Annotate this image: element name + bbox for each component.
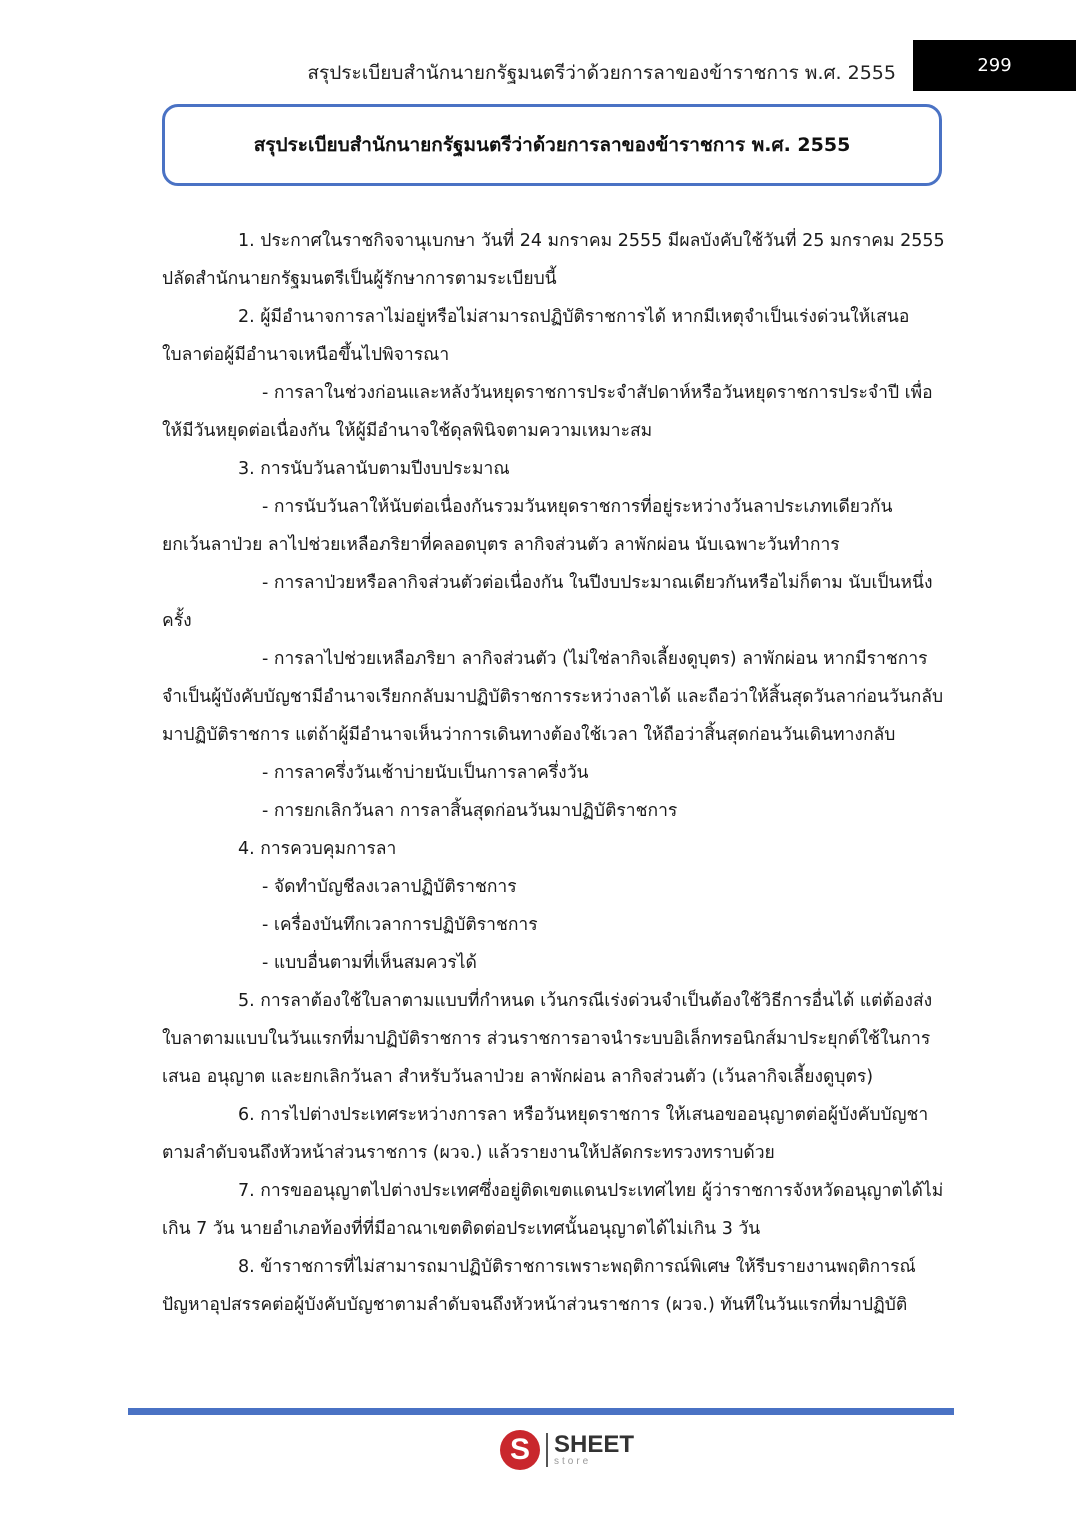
paragraph: - เครื่องบันทึกเวลาการปฏิบัติราชการ bbox=[262, 915, 538, 935]
document-title: สรุประเบียบสำนักนายกรัฐมนตรีว่าด้วยการลาของข้าราชการ พ.ศ. 2555 bbox=[253, 134, 851, 156]
paragraph: 7. การขออนุญาตไปต่างประเทศซึ่งอยู่ติดเขตแดนประเทศไทย ผู้ว่าราชการจังหวัดอนุญาตได้ไม่เกิน 7 วัน นายอำเภอท้องที่ที่มีอาณาเขตติดต่อประเทศนั้นอนุญาตได้ไม่เกิน 3 วัน bbox=[162, 1181, 944, 1239]
paragraph: - การลาไปช่วยเหลือภริยา ลากิจส่วนตัว (ไม่ใช่ลากิจเลี้ยงดูบุตร) ลาพักผ่อน หากมีราชการจำเป็นผู้บังคับบัญชามีอำนาจเรียกกลับมาปฏิบัติราชการระหว่างลาได้ และถือว่าให้สิ้นสุดวันลาก่อนวันกลับมาปฏิบัติราชการ แต่ถ้าผู้มีอำนาจเห็นว่าการเดินทางต้องใช้เวลา ให้ถือว่าสิ้นสุดก่อนวันเดินทางกลับ bbox=[162, 649, 944, 745]
paragraph: 1. ประกาศในราชกิจจานุเบกษา วันที่ 24 มกราคม 2555 มีผลบังคับใช้วันที่ 25 มกราคม 2555 ปลัดสำนักนายกรัฐมนตรีเป็นผู้รักษาการตามระเบียบนี้ bbox=[162, 231, 945, 289]
paragraph: - จัดทำบัญชีลงเวลาปฏิบัติราชการ bbox=[262, 877, 517, 897]
logo-sub-text: store bbox=[554, 1456, 592, 1467]
paragraph: 2. ผู้มีอำนาจการลาไม่อยู่หรือไม่สามารถปฏิบัติราชการได้ หากมีเหตุจำเป็นเร่งด่วนให้เสนอใบลาต่อผู้มีอำนาจเหนือขึ้นไปพิจารณา bbox=[162, 307, 910, 365]
paragraph: 3. การนับวันลานับตามปีงบประมาณ bbox=[238, 459, 510, 479]
paragraph: - การนับวันลาให้นับต่อเนื่องกันรวมวันหยุดราชการที่อยู่ระหว่างวันลาประเภทเดียวกัน ยกเว้นลาป่วย ลาไปช่วยเหลือภริยาที่คลอดบุตร ลากิจส่วนตัว ลาพักผ่อน นับเฉพาะวันทำการ bbox=[162, 497, 893, 555]
paragraph: 4. การควบคุมการลา bbox=[238, 839, 397, 859]
running-header-title: สรุประเบียบสำนักนายกรัฐมนตรีว่าด้วยการลาของข้าราชการ พ.ศ. 2555 bbox=[307, 62, 896, 84]
footer-divider bbox=[128, 1408, 954, 1415]
document-title-box bbox=[162, 104, 942, 186]
logo-text bbox=[554, 1433, 634, 1467]
paragraph: - แบบอื่นตามที่เห็นสมควรได้ bbox=[262, 953, 477, 973]
logo-s-icon: S bbox=[500, 1430, 540, 1470]
logo-main-text: SHEET bbox=[554, 1431, 635, 1458]
document-body bbox=[162, 222, 946, 1324]
paragraph: - การลาครึ่งวันเช้าบ่ายนับเป็นการลาครึ่งวัน bbox=[262, 763, 589, 783]
paragraph: 8. ข้าราชการที่ไม่สามารถมาปฏิบัติราชการเพราะพฤติการณ์พิเศษ ให้รีบรายงานพฤติการณ์ปัญหาอุปสรรคต่อผู้บังคับบัญชาตามลำดับจนถึงหัวหน้าส่วนราชการ (ผวจ.) ทันทีในวันแรกที่มาปฏิบัติ bbox=[162, 1257, 916, 1315]
logo-separator bbox=[546, 1433, 548, 1467]
paragraph: 5. การลาต้องใช้ใบลาตามแบบที่กำหนด เว้นกรณีเร่งด่วนจำเป็นต้องใช้วิธีการอื่นได้ แต่ต้องส่งใบลาตามแบบในวันแรกที่มาปฏิบัติราชการ ส่วนราชการอาจนำระบบอิเล็กทรอนิกส์มาประยุกต์ใช้ในการเสนอ อนุญาต และยกเลิกวันลา สำหรับวันลาป่วย ลาพักผ่อน ลากิจส่วนตัว (เว้นลากิจเลี้ยงดูบุตร) bbox=[162, 991, 933, 1087]
page-number: 299 bbox=[913, 40, 1076, 91]
paragraph: - การลาในช่วงก่อนและหลังวันหยุดราชการประจำสัปดาห์หรือวันหยุดราชการประจำปี เพื่อให้มีวันหยุดต่อเนื่องกัน ให้ผู้มีอำนาจใช้ดุลพินิจตามความเหมาะสม bbox=[162, 383, 933, 441]
sheet-store-logo bbox=[500, 1428, 634, 1472]
paragraph: - การยกเลิกวันลา การลาสิ้นสุดก่อนวันมาปฏิบัติราชการ bbox=[262, 801, 678, 821]
paragraph: 6. การไปต่างประเทศระหว่างการลา หรือวันหยุดราชการ ให้เสนอขออนุญาตต่อผู้บังคับบัญชาตามลำดับจนถึงหัวหน้าส่วนราชการ (ผวจ.) แล้วรายงานให้ปลัดกระทรวงทราบด้วย bbox=[162, 1105, 929, 1163]
paragraph: - การลาป่วยหรือลากิจส่วนตัวต่อเนื่องกัน ในปีงบประมาณเดียวกันหรือไม่ก็ตาม นับเป็นหนึ่งครั้ง bbox=[162, 573, 933, 631]
